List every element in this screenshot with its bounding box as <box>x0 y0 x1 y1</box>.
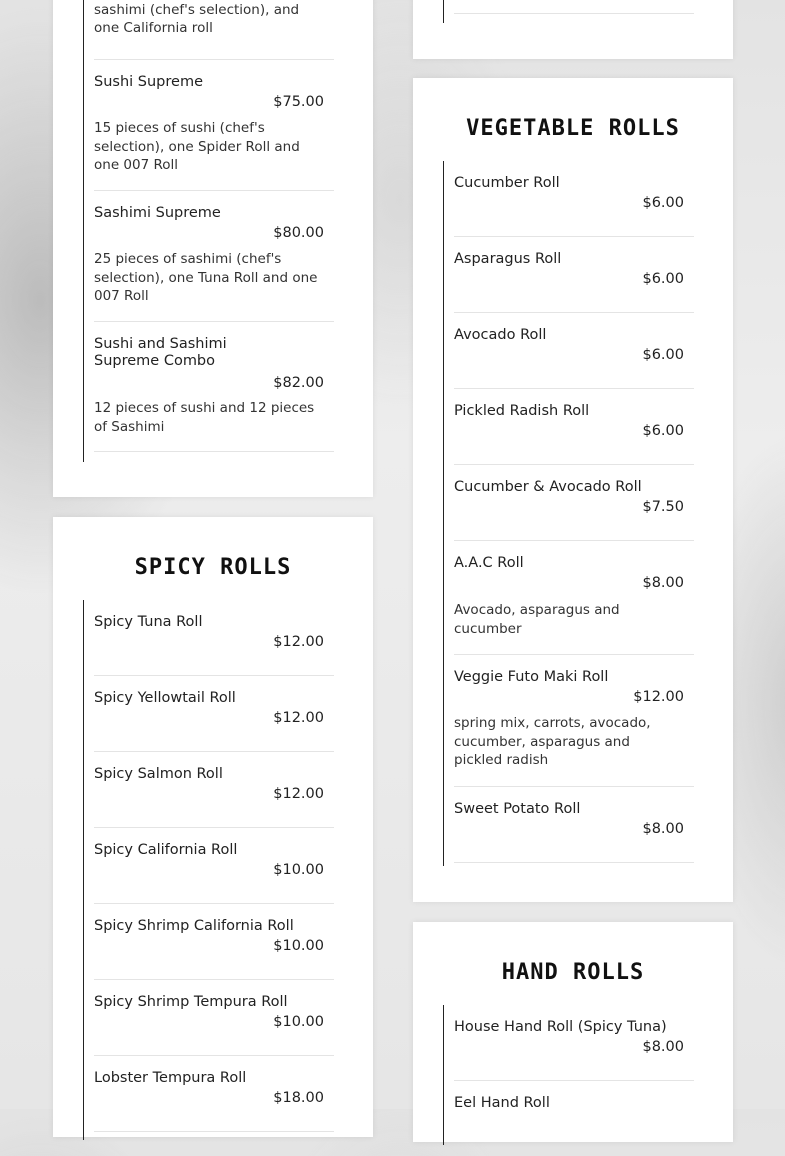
hand-rolls-list <box>443 1005 694 1145</box>
menu-item <box>454 465 694 541</box>
item-price: $8.00 <box>642 821 684 837</box>
section-title: VEGETABLE ROLLS <box>466 116 680 141</box>
menu-item <box>94 1056 334 1132</box>
item-price: $10.00 <box>273 1014 324 1030</box>
item-name: Spicy Shrimp California Roll <box>94 918 294 934</box>
item-price: $12.00 <box>273 786 324 802</box>
item-price: $7.50 <box>642 499 684 515</box>
item-price: $6.00 <box>642 271 684 287</box>
item-name: Spicy Tuna Roll <box>94 614 203 630</box>
item-name: Sweet Potato Roll <box>454 801 581 817</box>
item-price: $8.00 <box>642 575 684 591</box>
item-price: $80.00 <box>273 225 324 241</box>
item-name: Pickled Radish Roll <box>454 403 590 419</box>
combos-card <box>53 0 373 497</box>
item-description: 15 pieces of sushi (chef's selection), one Spider Roll and one 007 Roll <box>94 120 300 173</box>
item-name: Sashimi Supreme <box>94 205 221 221</box>
item-name: Lobster Tempura Roll <box>94 1070 247 1086</box>
item-price: $12.00 <box>273 634 324 650</box>
item-name: Cucumber Roll <box>454 175 560 191</box>
item-name: Spicy Salmon Roll <box>94 766 223 782</box>
menu-item <box>454 313 694 389</box>
menu-item-partial <box>454 0 694 14</box>
spicy-rolls-list <box>83 600 334 1140</box>
section-title: HAND ROLLS <box>501 960 645 985</box>
item-description: 12 pieces of sushi and 12 pieces of Sashimi <box>94 400 315 435</box>
menu-item <box>454 1005 694 1081</box>
item-price: $10.00 <box>273 938 324 954</box>
item-price: $6.00 <box>642 347 684 363</box>
menu-item <box>94 980 334 1056</box>
menu-item <box>94 676 334 752</box>
vegetable-rolls-list <box>443 161 694 866</box>
item-name: A.A.C Roll <box>454 555 524 571</box>
menu-item <box>94 904 334 980</box>
item-description: 25 pieces of sashimi (chef's selection), one Tuna Roll and one 007 Roll <box>94 251 318 304</box>
item-name: Cucumber & Avocado Roll <box>454 479 642 495</box>
item-name: Sushi and Sashimi Supreme Combo <box>94 336 227 369</box>
item-price: $10.00 <box>273 862 324 878</box>
item-price: $12.00 <box>273 710 324 726</box>
hand-rolls-card <box>413 922 733 1142</box>
item-price: $6.00 <box>642 423 684 439</box>
item-name: Veggie Futo Maki Roll <box>454 669 609 685</box>
item-price: $82.00 <box>273 375 324 391</box>
menu-item <box>94 60 334 191</box>
item-name: Eel Hand Roll <box>454 1095 550 1111</box>
menu-item <box>454 1081 694 1156</box>
item-name: House Hand Roll (Spicy Tuna) <box>454 1019 667 1035</box>
menu-item-partial <box>94 0 334 60</box>
menu-item <box>94 828 334 904</box>
item-name: Avocado Roll <box>454 327 547 343</box>
menu-item <box>454 161 694 237</box>
item-price: $12.00 <box>633 689 684 705</box>
menu-item <box>94 752 334 828</box>
menu-item <box>94 191 334 322</box>
item-price: $18.00 <box>273 1090 324 1106</box>
item-name: Spicy California Roll <box>94 842 238 858</box>
previous-section-card <box>413 0 733 59</box>
item-name: Sushi Supreme <box>94 74 203 90</box>
item-description: Avocado, asparagus and cucumber <box>454 602 620 637</box>
menu-item <box>454 787 694 863</box>
previous-section-list <box>443 0 694 23</box>
spicy-rolls-card <box>53 517 373 1137</box>
item-name: Spicy Yellowtail Roll <box>94 690 236 706</box>
item-price: $8.00 <box>642 1039 684 1055</box>
menu-item <box>454 541 694 655</box>
section-title: SPICY ROLLS <box>134 555 292 580</box>
menu-item <box>94 322 334 452</box>
item-name: Spicy Shrimp Tempura Roll <box>94 994 288 1010</box>
item-name: Asparagus Roll <box>454 251 562 267</box>
menu-item <box>454 655 694 787</box>
item-price: $6.00 <box>642 195 684 211</box>
menu-item <box>94 600 334 676</box>
item-description: sashimi (chef's selection), and one California roll <box>94 1 300 36</box>
combos-list <box>83 0 334 462</box>
vegetable-rolls-card <box>413 78 733 902</box>
menu-item <box>454 389 694 465</box>
menu-item <box>454 237 694 313</box>
item-description: spring mix, carrots, avocado, cucumber, asparagus and pickled radish <box>454 715 651 768</box>
item-price: $75.00 <box>273 94 324 110</box>
